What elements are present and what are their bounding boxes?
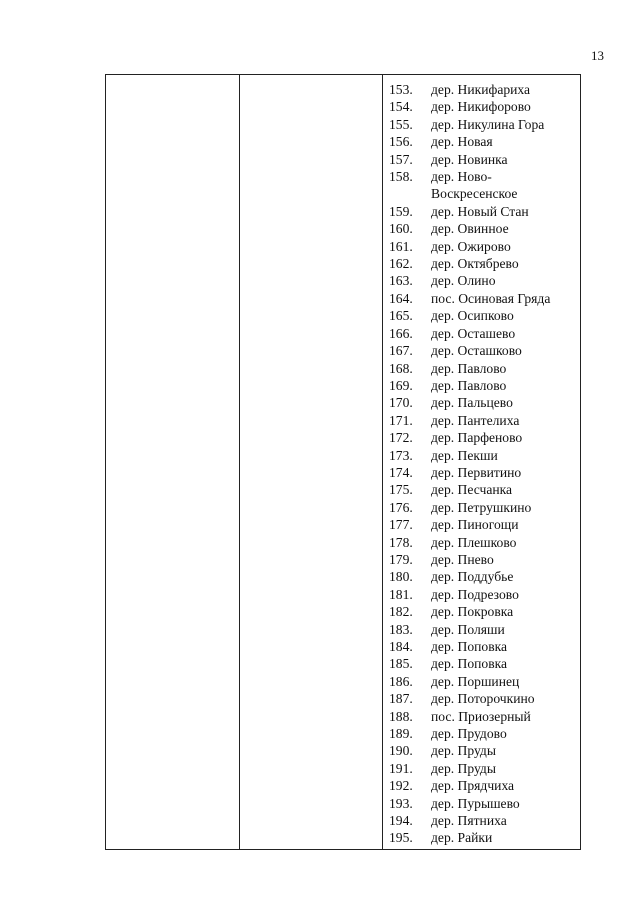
entry-number: 186. [389,673,413,689]
settlement-name: дер. Пурышево [431,795,520,811]
list-item [389,168,579,203]
list-item [389,116,579,133]
settlement-name: дер. Павлово [431,360,507,376]
list-item [389,238,579,255]
list-item [389,290,579,307]
list-item [389,220,579,237]
entry-number: 189. [389,726,413,742]
list-item [389,377,579,394]
list-item [389,272,579,289]
list-item [389,499,579,516]
entry-number: 166. [389,325,413,341]
settlement-name: дер. Поповка [431,639,508,654]
settlement-name: дер. Олино [431,273,496,289]
list-item [389,621,579,638]
settlement-name: дер. Петрушкино [431,499,532,515]
settlement-name: дер. Ожирово [431,238,511,254]
entry-number: 191. [389,760,413,776]
list-item [389,151,579,168]
list-item [389,673,579,690]
entry-number: 173. [389,447,413,463]
entry-number: 169. [389,377,413,393]
settlement-name: дер. Новинка [431,151,508,167]
settlement-name: дер. Новый Стан [431,203,529,219]
list-item [389,760,579,777]
entry-number: 174. [389,464,413,480]
list-item [389,412,579,429]
settlement-name: дер. Подрезово [431,586,519,602]
list-item [389,464,579,481]
list-item [389,777,579,794]
entry-number: 156. [389,134,413,150]
entry-number: 187. [389,691,413,707]
entry-number: 176. [389,499,413,515]
settlement-name: дер. Новая [431,134,493,150]
settlement-name: дер. Покровка [431,604,514,620]
list-item [389,742,579,759]
entry-number: 157. [389,151,413,167]
list-item [389,603,579,620]
settlement-name: дер. Поповка [431,656,508,672]
list-item [389,568,579,585]
settlement-name: дер. Октябрево [431,256,519,272]
list-item [389,307,579,324]
entry-number: 168. [389,360,413,376]
column-divider [382,75,383,849]
list-item [389,98,579,115]
list-item [389,360,579,377]
settlement-name: дер. Райки [431,830,493,846]
list-item [389,429,579,446]
entry-number: 185. [389,656,413,672]
list-item [389,342,579,359]
column-divider [239,75,240,849]
settlement-name: дер. Первитино [431,464,522,480]
settlement-name: пос. Приозерный [431,708,531,724]
entry-number: 163. [389,273,413,289]
entry-number: 184. [389,639,413,654]
entry-number: 178. [389,534,413,550]
entry-number: 161. [389,238,413,254]
entry-number: 193. [389,795,413,811]
list-item [389,203,579,220]
list-item [389,655,579,672]
entry-number: 153. [389,82,413,97]
settlement-list [389,81,579,847]
list-item [389,812,579,829]
list-item [389,708,579,725]
entry-number: 172. [389,430,413,446]
page-number: 13 [591,48,604,63]
entry-number: 160. [389,221,413,237]
list-item [389,534,579,551]
settlement-name: дер. Поляши [431,621,505,637]
entry-number: 194. [389,813,413,829]
settlement-name: дер. Пятниха [431,813,507,829]
entry-number: 183. [389,621,413,637]
list-item [389,255,579,272]
entry-number: 195. [389,830,413,846]
entry-number: 192. [389,778,413,794]
settlement-name: дер. Поддубье [431,569,514,585]
settlement-name: дер. Песчанка [431,482,513,498]
settlement-name: дер. Павлово [431,377,507,393]
entry-number: 162. [389,256,413,272]
entry-number: 175. [389,482,413,498]
entry-number: 179. [389,551,413,567]
entry-number: 190. [389,743,413,759]
settlement-name: дер. Ново- Воскресенское [431,169,518,202]
settlement-name: дер. Никифорово [431,99,531,115]
list-item [389,551,579,568]
settlement-name: дер. Пантелиха [431,412,520,428]
settlement-name: дер. Никифариха [431,82,531,97]
settlement-name: дер. Пиногощи [431,517,519,533]
list-item [389,81,579,98]
entry-number: 155. [389,116,413,132]
settlement-name: пос. Осиновая Гряда [431,290,551,306]
entry-number: 171. [389,412,413,428]
list-item [389,447,579,464]
list-item [389,481,579,498]
settlement-name: дер. Плешково [431,534,517,550]
list-item [389,133,579,150]
list-item [389,725,579,742]
settlement-name: дер. Осташево [431,325,516,341]
settlement-name: дер. Парфеново [431,430,523,446]
list-item [389,394,579,411]
entry-number: 158. [389,169,413,185]
settlement-name: дер. Никулина Гора [431,116,545,132]
settlement-name: дер. Осипково [431,308,514,324]
list-item [389,586,579,603]
entry-number: 165. [389,308,413,324]
settlement-name: дер. Осташково [431,343,522,359]
settlement-name: дер. Пальцево [431,395,513,411]
entry-number: 164. [389,290,413,306]
settlement-name: дер. Пруды [431,743,496,759]
settlement-name: дер. Пнево [431,551,494,567]
settlement-name: дер. Прудово [431,726,507,742]
list-item [389,638,579,655]
entry-number: 177. [389,517,413,533]
list-item [389,795,579,812]
entry-number: 188. [389,708,413,724]
settlement-name: дер. Пруды [431,760,496,776]
entry-number: 154. [389,99,413,115]
settlement-name: дер. Овинное [431,221,509,237]
list-item [389,325,579,342]
settlement-name: дер. Прядчиха [431,778,515,794]
list-item [389,829,579,846]
settlement-name: дер. Пекши [431,447,498,463]
entry-number: 159. [389,203,413,219]
list-item [389,516,579,533]
settlement-name: дер. Поторочкино [431,691,535,707]
settlements-table [105,74,581,850]
list-item [389,690,579,707]
entry-number: 170. [389,395,413,411]
entry-number: 182. [389,604,413,620]
entry-number: 180. [389,569,413,585]
entry-number: 181. [389,586,413,602]
settlement-name: дер. Поршинец [431,673,520,689]
entry-number: 167. [389,343,413,359]
